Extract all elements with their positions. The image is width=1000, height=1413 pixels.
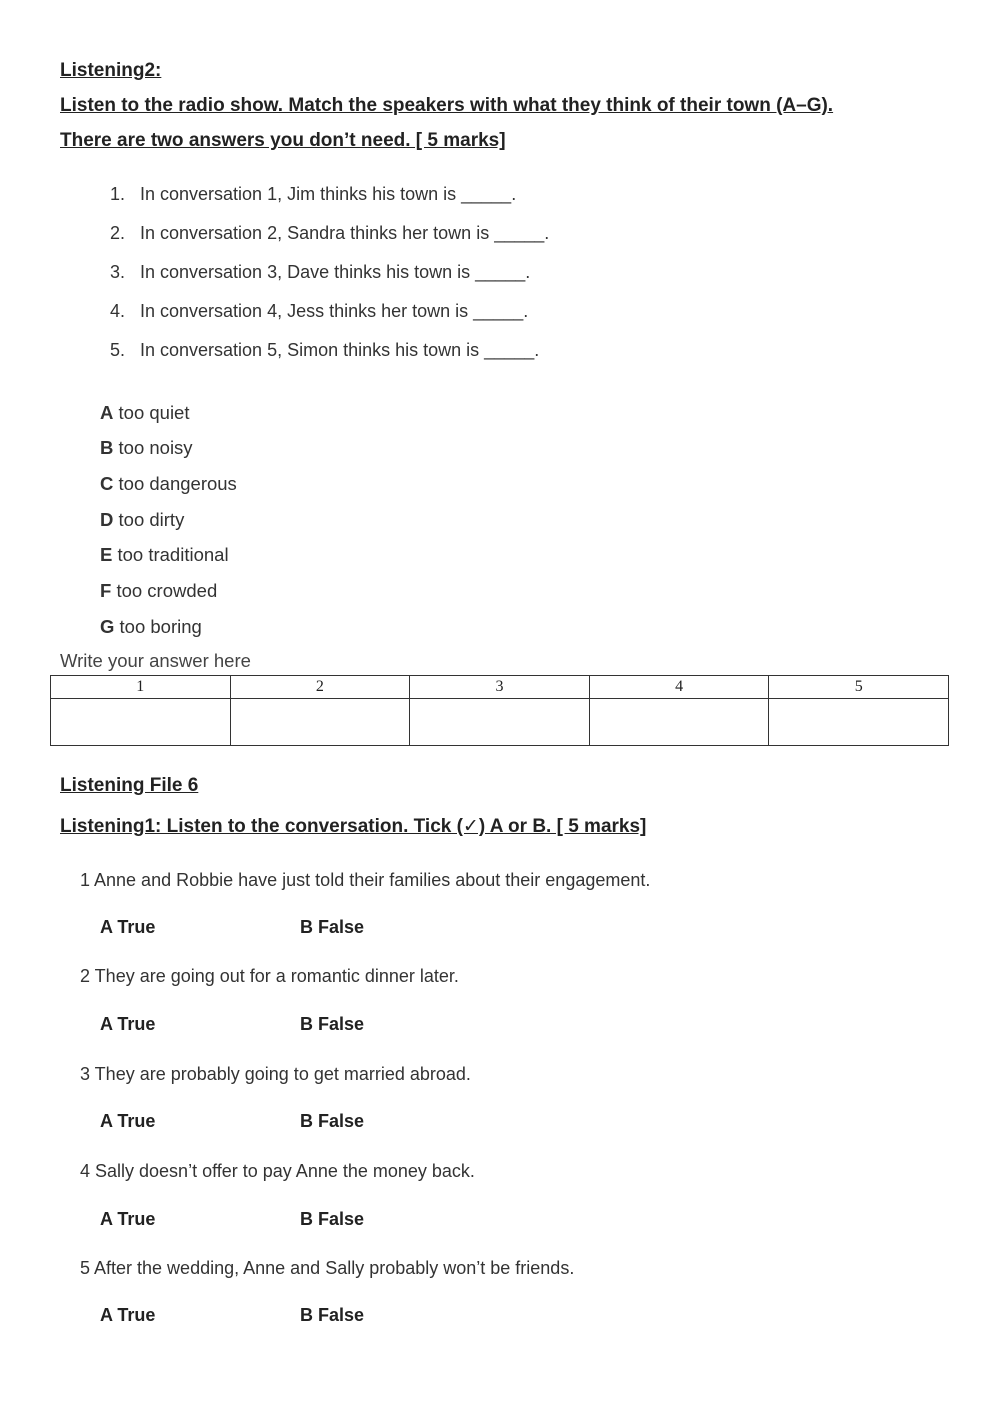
tf-option-b-1[interactable]: B False [300, 917, 365, 937]
answer-header-1: 1 [51, 676, 231, 699]
question-1: 1. In conversation 1, Jim thinks his town is _____. [110, 184, 517, 204]
option-c: C too dangerous [100, 473, 237, 494]
tf-option-a-4[interactable]: A True [100, 1209, 156, 1229]
tf-option-a-1[interactable]: A True [100, 917, 156, 937]
answer-cell-2[interactable] [230, 699, 410, 746]
answer-cell-3[interactable] [410, 699, 590, 746]
tf-question-5: 5 After the wedding, Anne and Sally probably won’t be friends. [80, 1258, 575, 1278]
option-a: A too quiet [100, 402, 190, 423]
section2-file-title: Listening File 6 [60, 775, 199, 796]
tf-option-b-3[interactable]: B False [300, 1111, 365, 1131]
question-4: 4. In conversation 4, Jess thinks her town is _____. [110, 301, 529, 321]
tf-option-a-5[interactable]: A True [100, 1305, 156, 1325]
option-f: F too crowded [100, 580, 218, 601]
tf-option-b-4[interactable]: B False [300, 1209, 365, 1229]
section1-title: Listening2: [60, 60, 162, 81]
tf-option-b-5[interactable]: B False [300, 1305, 365, 1325]
question-2: 2. In conversation 2, Sandra thinks her town is _____. [110, 223, 550, 243]
option-d: D too dirty [100, 509, 185, 530]
answer-cell-1[interactable] [51, 699, 231, 746]
answer-cell-4[interactable] [589, 699, 769, 746]
tf-option-a-3[interactable]: A True [100, 1111, 156, 1131]
answer-table [50, 675, 949, 746]
section1-instruction-line1: Listen to the radio show. Match the speakers with what they think of their town (A–G). [60, 95, 834, 116]
answer-cell-5[interactable] [769, 699, 949, 746]
tf-option-b-2[interactable]: B False [300, 1014, 365, 1034]
option-g: G too boring [100, 616, 202, 637]
answer-header-2: 2 [230, 676, 410, 699]
tf-question-2: 2 They are going out for a romantic dinner later. [80, 966, 459, 986]
tf-option-a-2[interactable]: A True [100, 1014, 156, 1034]
tf-question-4: 4 Sally doesn’t offer to pay Anne the money back. [80, 1161, 475, 1181]
section2-title: Listening1: Listen to the conversation. Tick (✓) A or B. [ 5 marks] [60, 816, 647, 837]
section1-instruction-line2: There are two answers you don’t need. [ 5 marks] [60, 130, 506, 151]
answer-label: Write your answer here [60, 650, 251, 671]
question-5: 5. In conversation 5, Simon thinks his town is _____. [110, 340, 540, 360]
option-b: B too noisy [100, 437, 193, 458]
answer-header-3: 3 [410, 676, 590, 699]
tf-question-1: 1 Anne and Robbie have just told their families about their engagement. [80, 870, 651, 890]
question-3: 3. In conversation 3, Dave thinks his town is _____. [110, 262, 531, 282]
answer-header-5: 5 [769, 676, 949, 699]
answer-header-4: 4 [589, 676, 769, 699]
tf-question-3: 3 They are probably going to get married abroad. [80, 1064, 471, 1084]
option-e: E too traditional [100, 544, 229, 565]
